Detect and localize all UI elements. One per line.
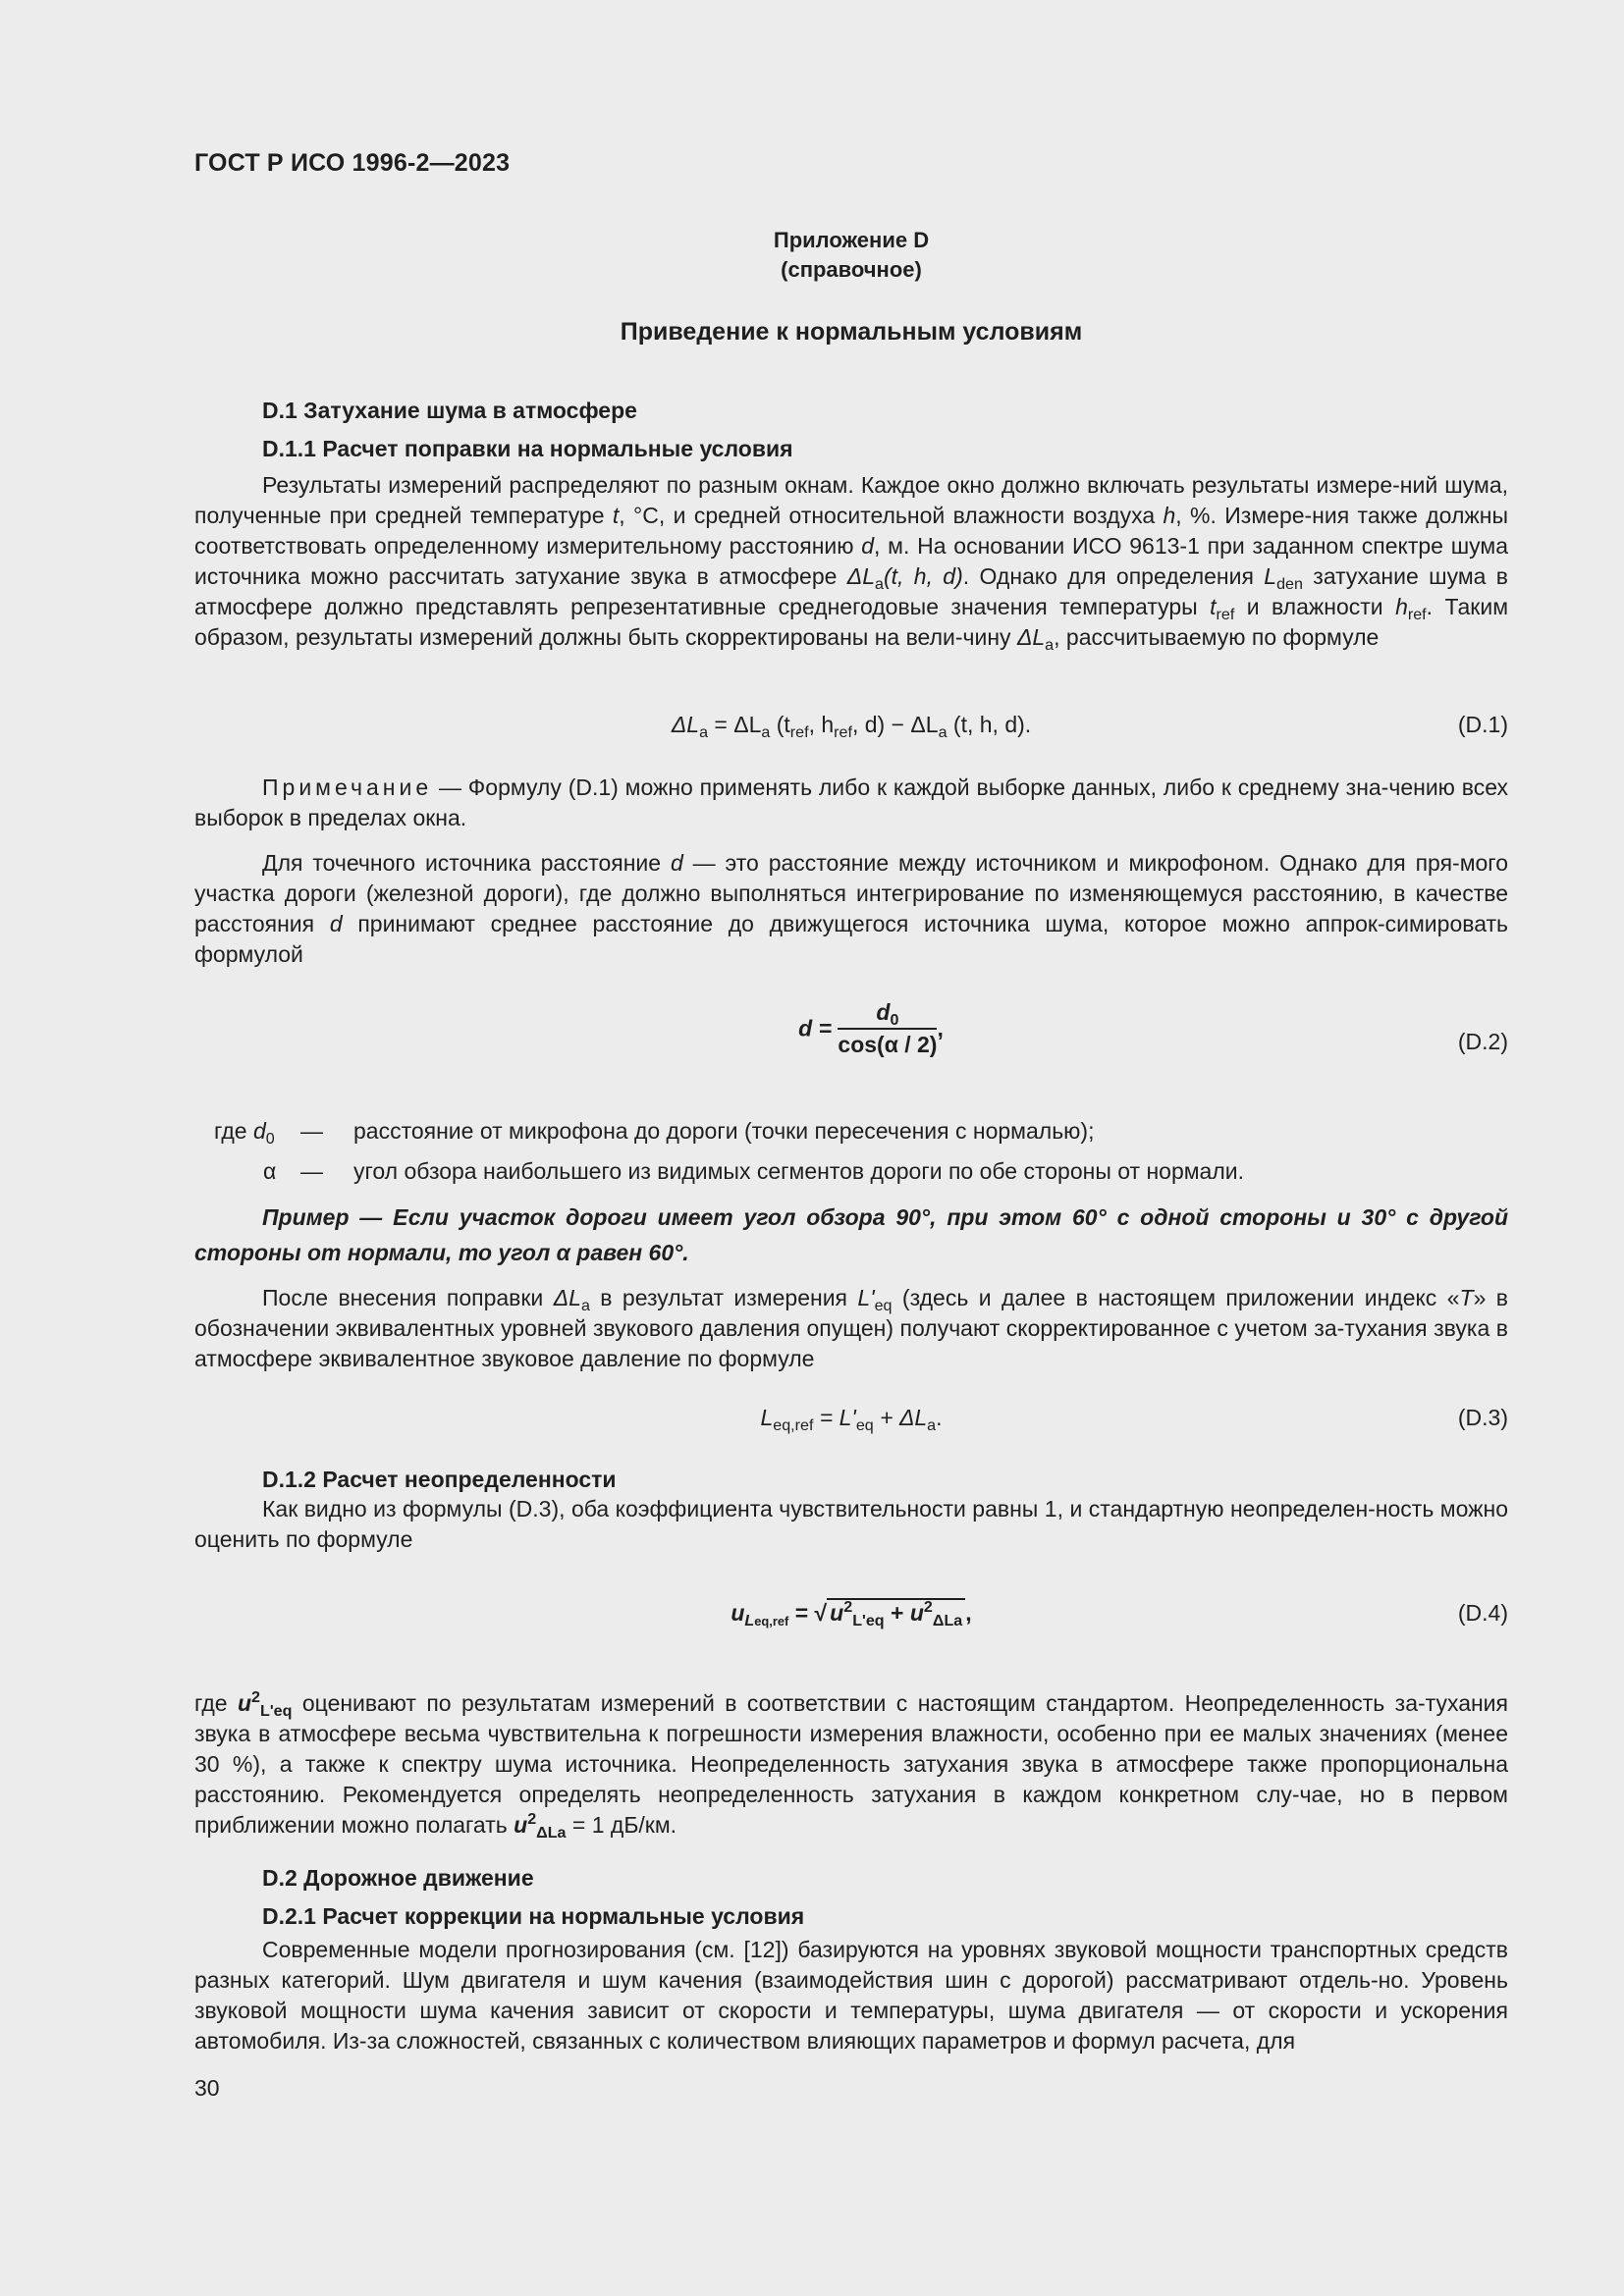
text-run: затухание шума в атмосфере должно представлять репрезентативные среднегодовые значения температуры bbox=[194, 563, 1508, 619]
where-d0-description: расстояние от микрофона до дороги (точки пересечения с нормалью); bbox=[353, 1118, 1095, 1144]
formula-number: (D.2) bbox=[1457, 1029, 1508, 1054]
subscript-eq-ref: eq,ref bbox=[754, 1614, 789, 1629]
page-number: 30 bbox=[194, 2075, 220, 2101]
text-run: , °С, и средней относительной влажности воздуха bbox=[619, 503, 1164, 528]
formula-term: , h bbox=[808, 712, 835, 737]
paragraph-measurement-windows bbox=[194, 470, 1508, 653]
text-run: и влажности bbox=[1234, 594, 1396, 619]
formula-term: . bbox=[936, 1405, 943, 1430]
subscript-leq: L'eq bbox=[260, 1702, 293, 1720]
example-paragraph bbox=[194, 1200, 1508, 1270]
text-run: (здесь и далее в настоящем приложении индекс « bbox=[892, 1285, 1460, 1310]
formula-term: (t bbox=[770, 712, 790, 737]
appendix-title-block bbox=[194, 226, 1508, 285]
subscript-ref: ref bbox=[1216, 606, 1235, 623]
superscript-2: 2 bbox=[251, 1688, 260, 1706]
text-run: Результаты измерений распределяют по разным окнам. Каждое окно должно включать результаты измере-ний шума, полученные при средней температуре bbox=[194, 472, 1508, 528]
subscript-a: a bbox=[927, 1416, 937, 1434]
subscript-0: 0 bbox=[265, 1130, 275, 1148]
formula-d2-body bbox=[194, 999, 1508, 1058]
formula-d3-body bbox=[194, 1405, 1508, 1434]
subscript-a: a bbox=[875, 575, 884, 593]
where-alpha-symbol: α bbox=[263, 1158, 277, 1184]
symbol-l-prime: L' bbox=[857, 1285, 875, 1310]
symbol-t: t bbox=[612, 503, 620, 528]
formula-term: u bbox=[909, 1600, 924, 1626]
subscript-ref: ref bbox=[789, 723, 809, 741]
text-run: . Однако для определения bbox=[962, 563, 1265, 589]
fraction-denominator: cos(α / 2) bbox=[838, 1032, 938, 1057]
text-run: , м. На основании ИСО 9613-1 при заданном спектре шума источника можно рассчитать затухание звука в атмосфере bbox=[194, 533, 1508, 589]
formula-term: u bbox=[731, 1600, 745, 1626]
superscript-2: 2 bbox=[923, 1598, 933, 1616]
symbol-delta-l: ΔL bbox=[846, 563, 876, 589]
formula-number: (D.4) bbox=[1457, 1600, 1508, 1626]
formula-term: = ΔL bbox=[708, 712, 762, 737]
appendix-type: (справочное) bbox=[781, 257, 922, 282]
subscript-a: a bbox=[761, 723, 771, 741]
subscript-den: den bbox=[1276, 575, 1303, 593]
symbol-d: d bbox=[861, 533, 875, 559]
subscript-eq-ref: eq,ref bbox=[773, 1416, 814, 1434]
text-run: равен 60°. bbox=[569, 1240, 689, 1265]
paragraph-sensitivity: Как видно из формулы (D.3), оба коэффициента чувствительности равны 1, и стандартную неопределен-ность можно оценить по формуле bbox=[194, 1496, 1508, 1552]
section-d1-heading: D.1 Затухание шума в атмосфере bbox=[262, 398, 637, 423]
fraction bbox=[838, 999, 937, 1058]
formula-term: ΔL bbox=[671, 712, 700, 737]
subscript-dla: ΔLa bbox=[932, 1612, 963, 1629]
symbol-d: d bbox=[252, 1118, 266, 1144]
subscript-group bbox=[744, 1612, 788, 1629]
formula-term: u bbox=[830, 1600, 844, 1626]
where-prefix: где bbox=[194, 1690, 228, 1716]
subscript-a: a bbox=[938, 723, 947, 741]
note-text: — Формулу (D.1) можно применять либо к каждой выборке данных, либо к среднему зна-чению всех выборок в пределах окна. bbox=[194, 774, 1508, 830]
standard-header: ГОСТ Р ИСО 1996-2—2023 bbox=[194, 149, 511, 177]
symbol-delta-l: ΔL bbox=[553, 1285, 581, 1310]
where-d0-symbol-cell bbox=[214, 1118, 275, 1148]
paragraph-prediction-models: Современные модели прогнозирования (см. [12]) базируются на уровнях звуковой мощности транспортных средств разных категорий. Шум двигателя и шум качения (взаимодействия шин с дорогой) рассматривают отдель-но. Уровень звуковой мощности шума качения зависит от скорости и температуры, шума двигателя — от скорости и ускорения автомобиля. Из-за сложностей, связанных с количеством влияющих параметров и формул расчета, для bbox=[194, 1937, 1508, 2054]
superscript-2: 2 bbox=[843, 1598, 853, 1616]
text-run: Для точечного источника расстояние bbox=[262, 850, 671, 876]
formula-d1-body bbox=[194, 712, 1508, 741]
symbol-l: L bbox=[1264, 563, 1277, 589]
symbol-t: T bbox=[1459, 1285, 1474, 1310]
subscript-eq: eq bbox=[874, 1297, 893, 1314]
superscript-2: 2 bbox=[527, 1810, 537, 1828]
formula-term: L bbox=[744, 1612, 755, 1629]
formula-term: u bbox=[514, 1812, 528, 1838]
subscript-eq: eq bbox=[855, 1416, 874, 1434]
formula-term: (t, h, d). bbox=[947, 712, 1032, 737]
subscript-a: a bbox=[580, 1297, 590, 1314]
subscript-ref: ref bbox=[834, 723, 852, 741]
formula-term: , d) − ΔL bbox=[851, 712, 939, 737]
text-run: = 1 дБ/км. bbox=[566, 1812, 677, 1838]
subscript-leq: L'eq bbox=[852, 1612, 885, 1629]
fraction-numerator bbox=[838, 999, 937, 1030]
formula-term: + ΔL bbox=[873, 1405, 928, 1430]
symbol-delta-l: ΔL bbox=[1016, 624, 1046, 650]
formula-number: (D.1) bbox=[1457, 712, 1508, 737]
subscript-a: a bbox=[699, 723, 709, 741]
where-dash: — bbox=[300, 1158, 323, 1184]
formula-term: , bbox=[965, 1600, 972, 1626]
formula-d2 bbox=[194, 999, 1508, 1078]
section-d2-heading: D.2 Дорожное движение bbox=[262, 1865, 534, 1891]
formula-d4-body bbox=[194, 1600, 1508, 1627]
symbol-h-ref: h bbox=[1395, 594, 1408, 619]
formula-term: d = bbox=[798, 1015, 833, 1041]
text-run: . Таким образом, результаты измерений должны быть скорректированы на вели-чину bbox=[194, 594, 1509, 650]
formula-term: = L' bbox=[813, 1405, 856, 1430]
symbol-t-ref: t bbox=[1210, 594, 1217, 619]
appendix-title: Приложение D bbox=[773, 228, 930, 252]
where-alpha-description: угол обзора наибольшего из видимых сегментов дороги по обе стороны от нормали. bbox=[353, 1158, 1244, 1184]
text-run: Пример — Если участок дороги имеет угол обзора 90°, при этом 60° с одной стороны и 30° с другой стороны от нормали, то угол bbox=[194, 1204, 1508, 1265]
section-d11-heading: D.1.1 Расчет поправки на нормальные условия bbox=[262, 436, 793, 461]
formula-term: L bbox=[760, 1405, 774, 1430]
text-run: После внесения поправки bbox=[262, 1285, 554, 1310]
text-run: — это расстояние между источником и микрофоном. Однако для пря-мого участка дороги (железной дороги), где должно выполняться интегрирование по изменяющемуся расстоянию, в качестве расстояния bbox=[194, 850, 1508, 936]
subscript-dla: ΔLa bbox=[536, 1824, 567, 1842]
subscript-a: a bbox=[1045, 636, 1055, 654]
symbol-args: (t, h, d) bbox=[883, 563, 963, 589]
formula-term: u bbox=[237, 1690, 252, 1716]
paragraph-point-source bbox=[194, 848, 1508, 970]
text-run: в результат измерения bbox=[589, 1285, 858, 1310]
text-run: принимают среднее расстояние до движущегося источника шума, которое можно аппрок-симировать формулой bbox=[194, 911, 1508, 967]
sqrt-radicand bbox=[827, 1598, 965, 1629]
symbol-h: h bbox=[1163, 503, 1176, 528]
formula-number: (D.3) bbox=[1457, 1405, 1508, 1430]
where-prefix: где bbox=[214, 1118, 247, 1144]
text-run: , %. Измере-ния также должны соответствовать определенному измерительному расстоянию bbox=[194, 503, 1508, 559]
subscript-0: 0 bbox=[890, 1011, 899, 1029]
symbol-alpha: α bbox=[556, 1240, 570, 1265]
text-run: , рассчитываемую по формуле bbox=[1054, 624, 1380, 650]
where-dash: — bbox=[300, 1118, 323, 1144]
sqrt-sign: √ bbox=[814, 1600, 828, 1626]
text-run: оценивают по результатам измерений в соответствии с настоящим стандартом. Неопределенность за-тухания звука в атмосфере весьма чувствительна к погрешности измерения влажности, особенно при ее малых значениях (менее 30 %), а также к спектру шума источника. Неопределенность затухания звука в атмосфере также пропорциональна расстоянию. Рекомендуется определять неопределенность затухания в каждом конкретном слу-чае, но в первом приближении можно полагать bbox=[194, 1690, 1508, 1838]
formula-term: , bbox=[937, 1015, 944, 1041]
paragraph-uncertainty bbox=[194, 1688, 1508, 1841]
note-label: Примечание bbox=[262, 774, 433, 800]
subscript-ref: ref bbox=[1407, 606, 1427, 623]
section-d12-heading: D.1.2 Расчет неопределенности bbox=[262, 1467, 617, 1492]
symbol-d: d bbox=[670, 850, 683, 876]
paragraph-after-correction bbox=[194, 1283, 1508, 1374]
section-d21-heading: D.2.1 Расчет коррекции на нормальные условия bbox=[262, 1903, 805, 1929]
formula-term: = bbox=[788, 1600, 815, 1626]
formula-term: + bbox=[884, 1600, 910, 1626]
appendix-heading: Приведение к нормальным условиям bbox=[620, 318, 1083, 346]
note-paragraph bbox=[194, 773, 1508, 833]
symbol-d: d bbox=[329, 911, 343, 936]
formula-term: d bbox=[876, 999, 891, 1025]
text-run: » в обозначении эквивалентных уровней звукового давления опущен) получают скорректированное с учетом за-тухания звука в атмосфере эквивалентное звуковое давление по формуле bbox=[194, 1285, 1508, 1371]
